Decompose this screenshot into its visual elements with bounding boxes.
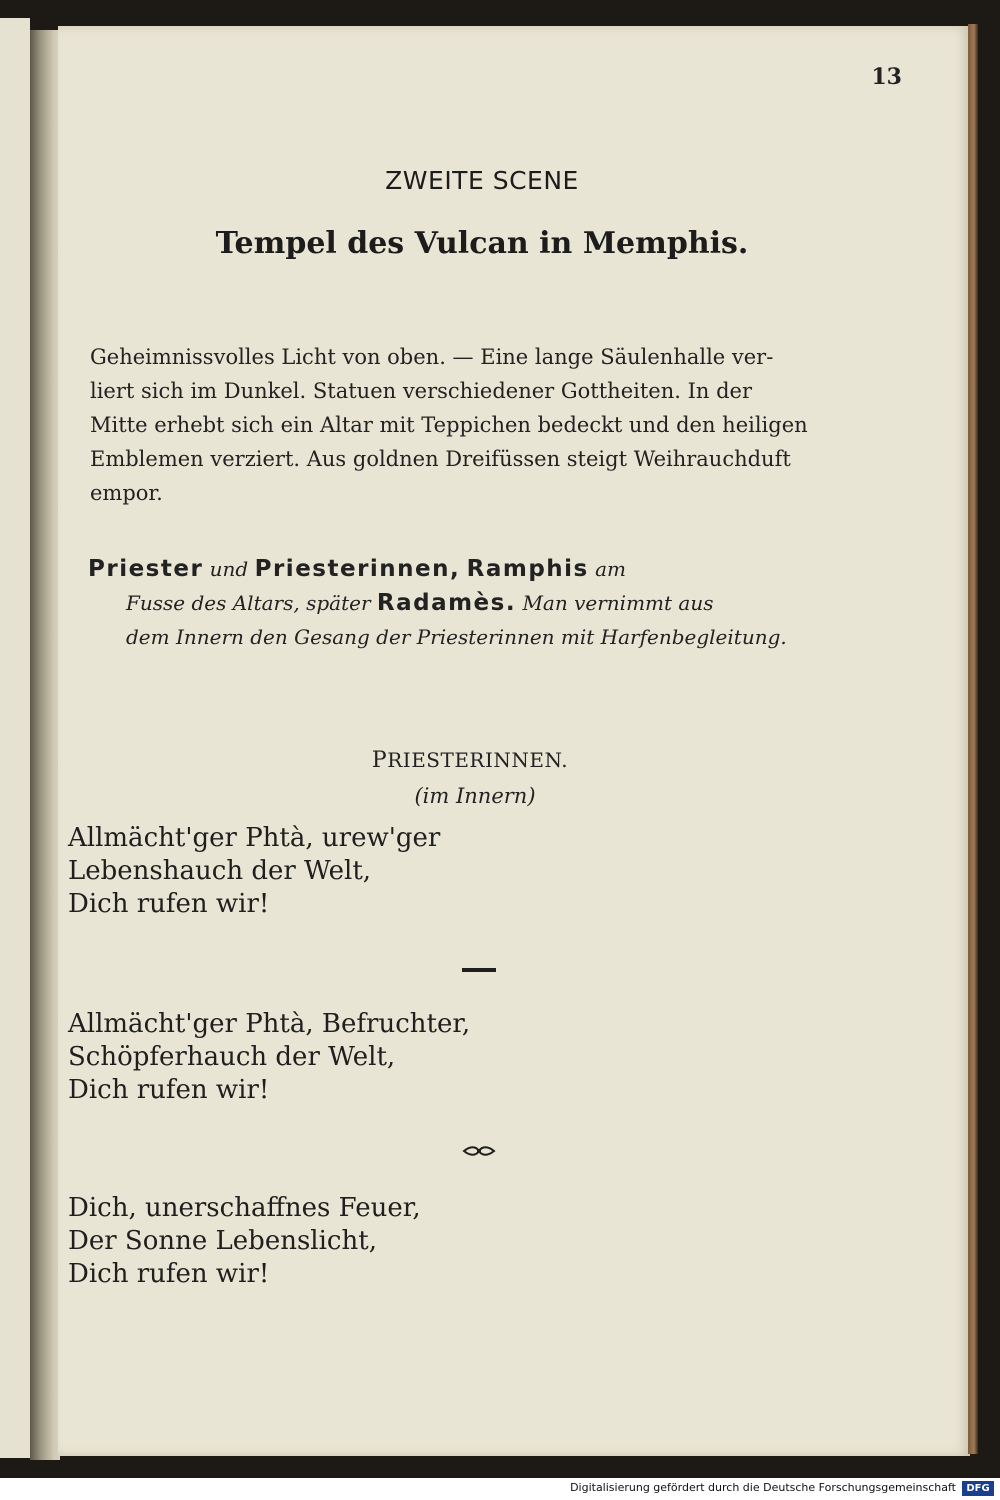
funding-notice: Digitalisierung gefördert durch die Deutsche Forschungsgemeinschaft bbox=[570, 1481, 956, 1494]
verse-stanza-2 bbox=[68, 1008, 568, 1107]
cast-name-radames: Radamès. bbox=[376, 590, 517, 616]
cast-und: und bbox=[209, 557, 249, 581]
dfg-logo: DFG bbox=[962, 1481, 994, 1496]
speaker-name: RIESTERINNEN. bbox=[387, 748, 569, 772]
cast-name-priesterinnen: Priesterinnen, bbox=[254, 556, 461, 582]
speaker-initial: P bbox=[371, 748, 388, 773]
speaker-heading bbox=[0, 748, 940, 773]
cast-man-vernimmt: Man vernimmt aus bbox=[522, 591, 714, 615]
scene-heading: ZWEITE SCENE bbox=[385, 166, 579, 195]
verse-line: Allmächt'ger Phtà, urew'ger bbox=[68, 823, 441, 853]
cast-name-ramphis: Ramphis bbox=[466, 556, 589, 582]
ornament-divider bbox=[462, 1144, 496, 1158]
verse-line: Lebenshauch der Welt, bbox=[68, 856, 372, 886]
stage-direction-line: liert sich im Dunkel. Statuen verschiedener Gottheiten. In der bbox=[90, 379, 753, 403]
verse-line: Dich rufen wir! bbox=[68, 1259, 270, 1289]
cast-am: am bbox=[595, 557, 626, 581]
cast-line bbox=[88, 586, 880, 620]
page-number: 13 bbox=[871, 64, 902, 90]
stage-direction-line: Emblemen verziert. Aus goldnen Dreifüssen steigt Weihrauchduft bbox=[90, 447, 791, 471]
digitization-footer bbox=[0, 1478, 1000, 1500]
verse-line: Allmächt'ger Phtà, Befruchter, bbox=[68, 1009, 471, 1039]
dash-separator bbox=[462, 968, 496, 972]
verse-line: Dich rufen wir! bbox=[68, 889, 270, 919]
cast-fusse: Fusse des Altars, später bbox=[126, 591, 371, 615]
stage-direction-line: empor. bbox=[90, 481, 163, 505]
cast-list bbox=[88, 552, 880, 654]
stage-direction-line: Geheimnissvolles Licht von oben. — Eine lange Säulenhalle ver- bbox=[90, 345, 774, 369]
verse-line: Dich, unerschaffnes Feuer, bbox=[68, 1193, 421, 1223]
stage-direction bbox=[90, 340, 880, 510]
stage-direction-line: Mitte erhebt sich ein Altar mit Teppichen bedeckt und den heiligen bbox=[90, 413, 808, 437]
verse-stanza-3 bbox=[68, 1192, 568, 1291]
cast-line bbox=[88, 552, 880, 586]
verse-line: Schöpferhauch der Welt, bbox=[68, 1042, 396, 1072]
verse-line: Dich rufen wir! bbox=[68, 1075, 270, 1105]
page-edge bbox=[968, 24, 978, 1454]
scene-location: Tempel des Vulcan in Memphis. bbox=[215, 226, 749, 261]
speaker-direction: (im Innern) bbox=[414, 784, 536, 808]
cast-name-priester: Priester bbox=[88, 556, 204, 582]
verse-stanza-1 bbox=[68, 822, 568, 921]
verse-line: Der Sonne Lebenslicht, bbox=[68, 1226, 377, 1256]
cast-line: dem Innern den Gesang der Priesterinnen mit Harfenbegleitung. bbox=[126, 625, 787, 649]
